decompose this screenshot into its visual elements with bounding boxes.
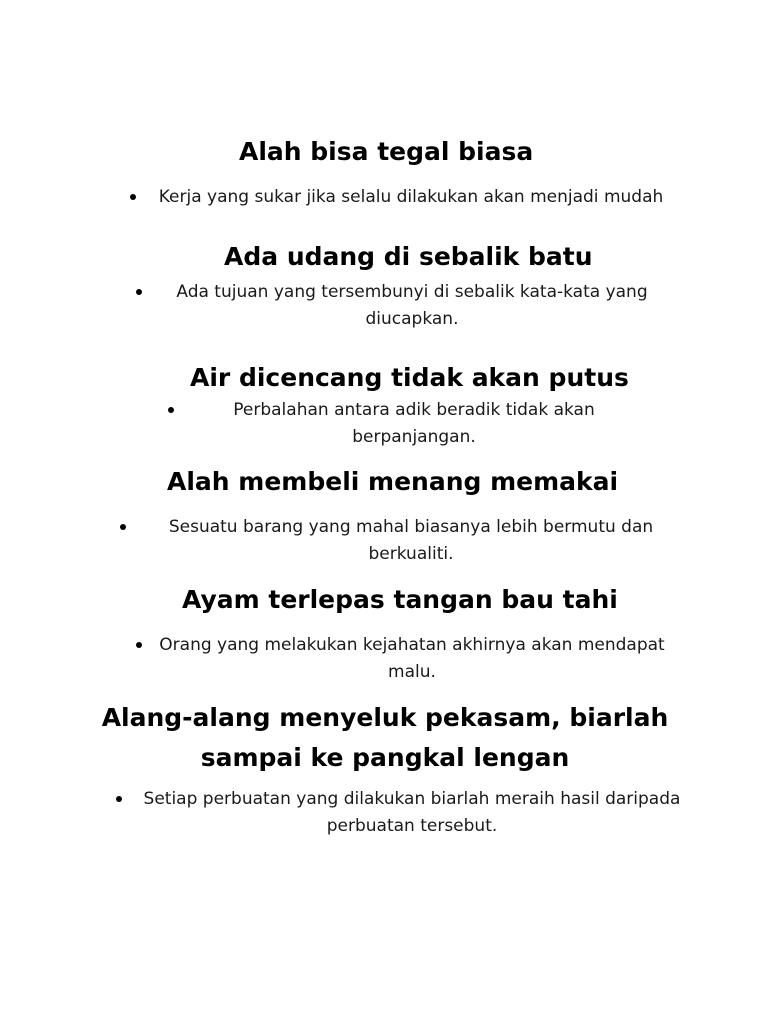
list-item [130,184,670,211]
bullet-icon [130,194,136,200]
proverb-meaning: Kerja yang sukar jika selalu dilakukan akan menjadi mudah [158,187,664,207]
meaning-list [120,514,680,568]
proverb-heading: Ada udang di sebalik batu [224,242,593,271]
list-item [168,397,638,451]
proverb-meaning: Perbalahan antara adik beradik tidak akan berpanjangan. [233,400,595,447]
proverb-heading: Air dicencang tidak akan putus [190,363,629,392]
proverb-meaning: Sesuatu barang yang mahal biasanya lebih bermutu dan berkualiti. [168,517,654,564]
proverb-meaning: Ada tujuan yang tersembunyi di sebalik kata-kata yang diucapkan. [176,282,648,329]
proverb-heading: Ayam terlepas tangan bau tahi [182,585,618,614]
bullet-icon [136,289,142,295]
list-item [136,279,666,333]
list-item [136,632,666,686]
bullet-icon [136,642,142,648]
meaning-list [136,632,666,686]
bullet-icon [116,796,122,802]
proverb-heading: Alang-alang menyeluk pekasam, biarlah sampai ke pangkal lengan [101,703,669,772]
bullet-icon [168,407,174,413]
meaning-list [136,279,666,333]
meaning-list [168,397,638,451]
proverb-meaning: Setiap perbuatan yang dilakukan biarlah meraih hasil daripada perbuatan tersebut. [143,789,681,836]
meaning-list [130,184,670,211]
bullet-icon [120,524,126,530]
proverb-heading: Alah membeli menang memakai [167,467,619,496]
meaning-list [116,786,686,840]
list-item [116,786,686,840]
list-item [120,514,680,568]
proverb-meaning: Orang yang melakukan kejahatan akhirnya akan mendapat malu. [159,635,665,682]
proverb-heading: Alah bisa tegal biasa [239,137,534,166]
